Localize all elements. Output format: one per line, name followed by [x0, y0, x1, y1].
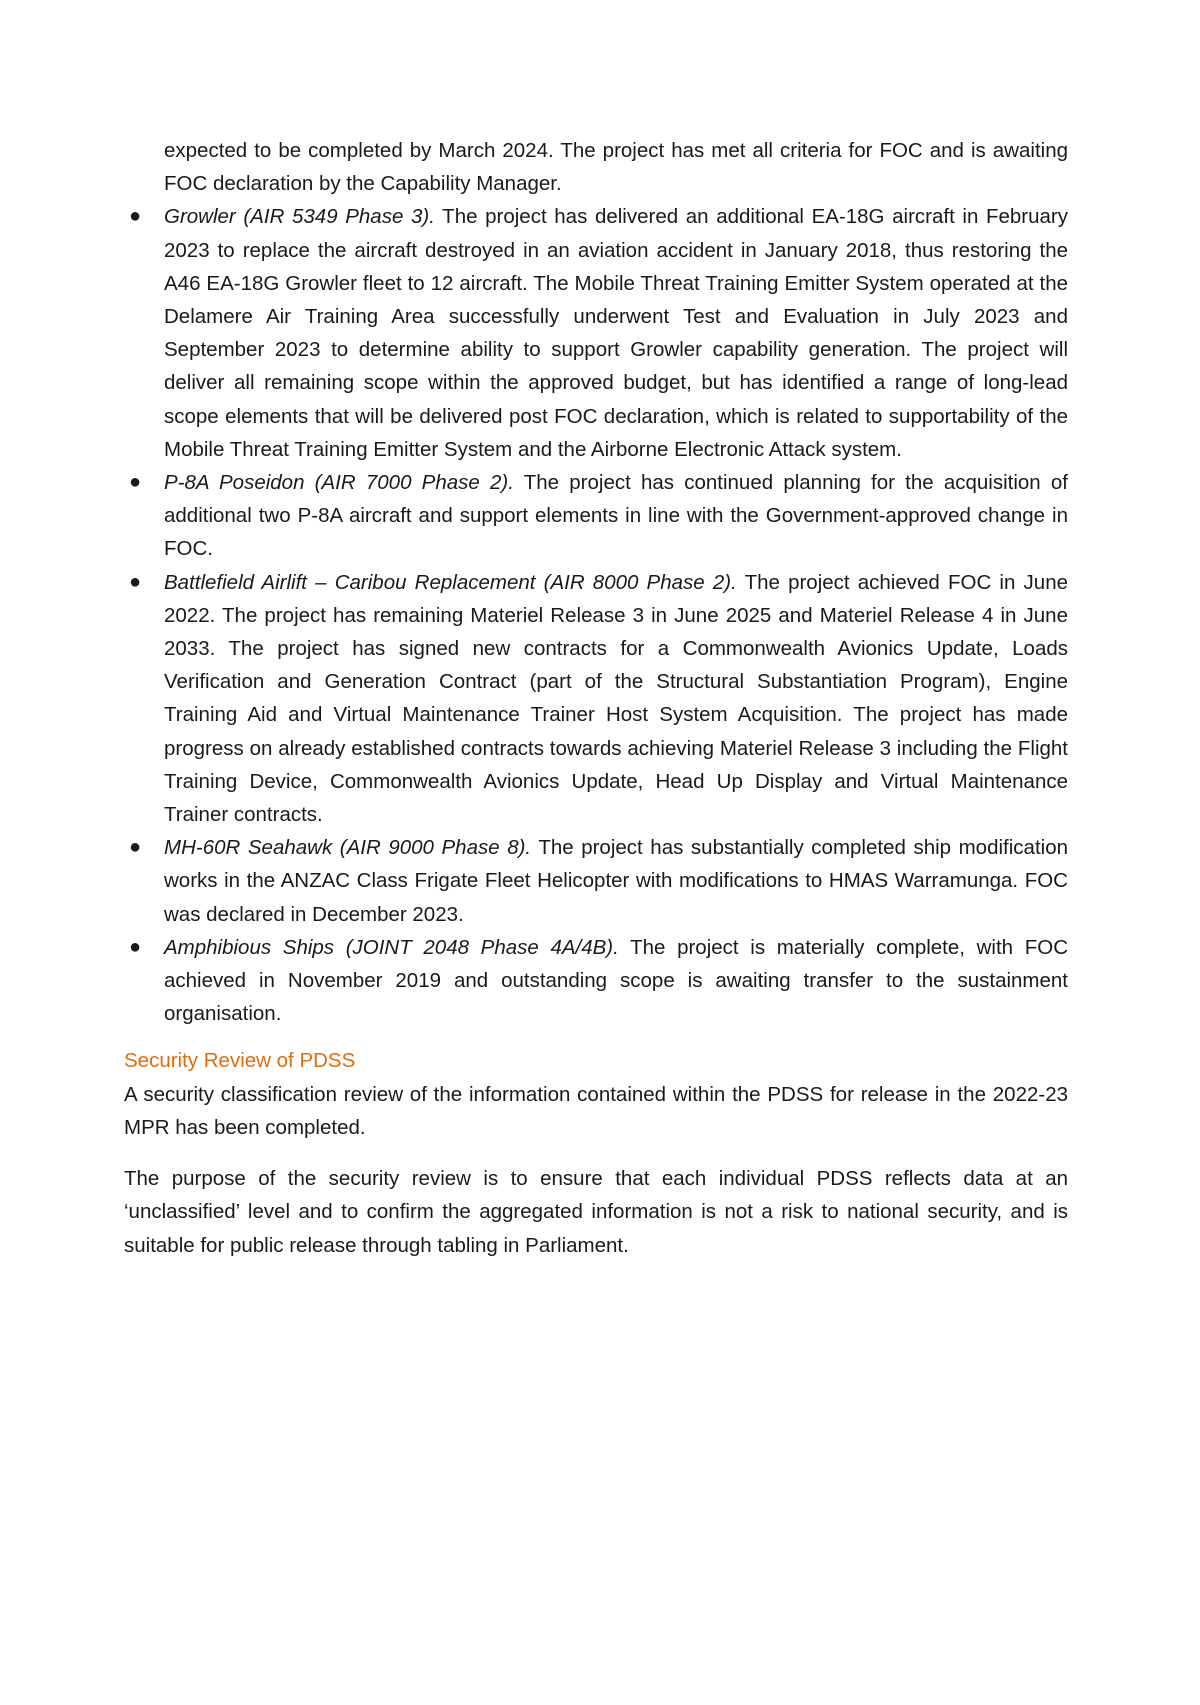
- list-item-amphibious-ships: [124, 931, 1068, 1031]
- bullet-body: The project has continued planning for the acquisition of additional two P-8A aircraft and support elements in line with the Government-approved change in FOC.: [164, 471, 1068, 561]
- bullet-body: The project achieved FOC in June 2022. The project has remaining Materiel Release 3 in June 2025 and Materiel Release 4 in June 2033. The project has signed new contracts for a Commonwealth Avionics Update, Loads Verification and Generation Contract (part of the Structural Substantiation Program), Engine Training Aid and Virtual Maintenance Trainer Host System Acquisition. The project has made progress on already established contracts towards achieving Materiel Release 3 including the Flight Training Device, Commonwealth Avionics Update, Head Up Display and Virtual Maintenance Trainer contracts.: [164, 570, 1068, 827]
- bullet-title: Battlefield Airlift – Caribou Replacement (AIR 8000 Phase 2).: [164, 570, 737, 594]
- bullet-body: The project has substantially completed ship modification works in the ANZAC Class Frigate Fleet Helicopter with modifications to HMAS Warramunga. FOC was declared in December 2023.: [164, 836, 1068, 926]
- document-page: [124, 134, 1068, 1262]
- bullet-icon: ●: [128, 935, 142, 958]
- security-paragraph-1: A security classification review of the information contained within the PDSS for release in the 2022-23 MPR has been completed.: [124, 1082, 1068, 1139]
- paragraph-spacer: [124, 1144, 1068, 1162]
- list-item-growler: [124, 200, 1068, 466]
- bullet-icon: ●: [128, 836, 142, 859]
- list-item-poseidon: [124, 466, 1068, 566]
- list-item-caribou-replacement: [124, 566, 1068, 832]
- bullet-title: Amphibious Ships (JOINT 2048 Phase 4A/4B).: [164, 935, 619, 959]
- project-bullet-list: [124, 200, 1068, 1030]
- bullet-body: The project is materially complete, with FOC achieved in November 2019 and outstanding scope is awaiting transfer to the sustainment organisation.: [164, 935, 1068, 1026]
- bullet-icon: ●: [128, 570, 142, 593]
- bullet-body: The project has delivered an additional EA-18G aircraft in February 2023 to replace the aircraft destroyed in an aviation accident in January 2018, thus restoring the A46 EA-18G Growler fleet to 12 aircraft. The Mobile Threat Training Emitter System operated at the Delamere Air Training Area successfully underwent Test and Evaluation in July 2023 and September 2023 to determine ability to support Growler capability generation. The project will deliver all remaining scope within the approved budget, but has identified a range of long-lead scope elements that will be delivered post FOC declaration, which is related to supportability of the Mobile Threat Training Emitter System and the Airborne Electronic Attack system.: [164, 205, 1069, 461]
- bullet-icon: ●: [128, 205, 142, 228]
- intro-continuation: expected to be completed by March 2024. The project has met all criteria for FOC and is awaiting FOC declaration by the Capability Manager.: [164, 139, 1068, 196]
- bullet-title: MH-60R Seahawk (AIR 9000 Phase 8).: [164, 836, 532, 860]
- section-heading-security-review: Security Review of PDSS: [124, 1049, 356, 1073]
- security-paragraph-2: The purpose of the security review is to ensure that each individual PDSS reflects data at an ‘unclassified’ level and to confirm the aggregated information is not a risk to national security, and is suitable for public release through tabling in Parliament.: [124, 1167, 1068, 1257]
- list-item-seahawk: [124, 831, 1068, 931]
- bullet-title: Growler (AIR 5349 Phase 3).: [164, 205, 435, 229]
- bullet-title: P-8A Poseidon (AIR 7000 Phase 2).: [164, 471, 514, 495]
- bullet-icon: ●: [128, 471, 142, 494]
